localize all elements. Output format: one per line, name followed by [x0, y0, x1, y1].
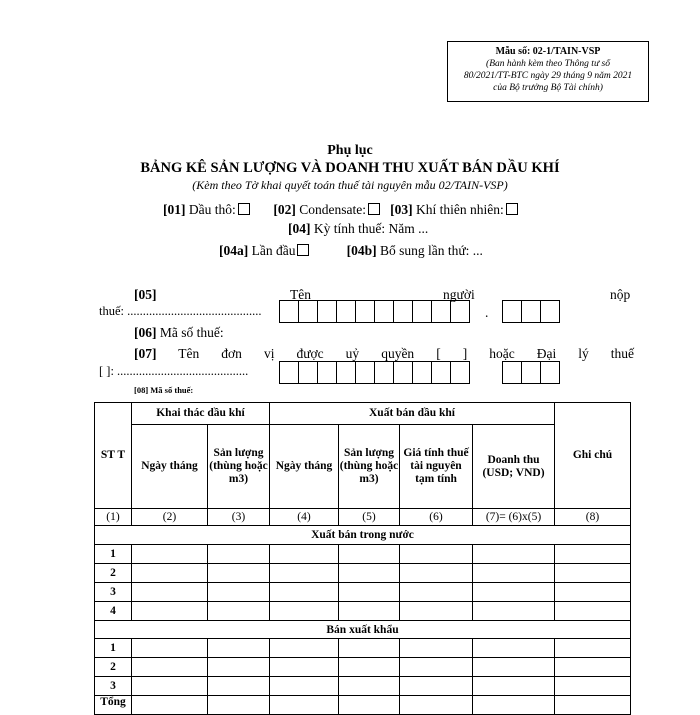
col-number: (6)	[400, 509, 473, 526]
col-number: (3)	[208, 509, 270, 526]
field-04b-label: Bổ sung lần thứ: ...	[379, 243, 483, 258]
form-note-line3: của Bộ trưởng Bộ Tài chính)	[493, 83, 603, 93]
form-note-line2: 80/2021/TT-BTC ngày 29 tháng 9 năm 2021	[463, 71, 633, 81]
appendix-label: Phụ lục	[327, 143, 373, 158]
field-05-word2: người	[443, 287, 475, 302]
total-label: Tổng	[95, 696, 132, 715]
tax-code-boxes-suffix[interactable]	[503, 300, 560, 323]
document-title: BẢNG KÊ SẢN LƯỢNG VÀ DOANH THU XUẤT BÁN DẦU KHÍ	[140, 160, 560, 176]
col-number: (7)= (6)x(5)	[473, 509, 555, 526]
crude-oil-checkbox[interactable]	[238, 203, 250, 215]
field-07-code: [07]	[134, 346, 157, 361]
field-01-code: [01]	[163, 202, 186, 217]
field-04b-code: [04b]	[346, 243, 377, 258]
agent-tax-code-boxes-main[interactable]	[280, 361, 470, 384]
table-row	[95, 545, 631, 564]
col-number: (2)	[132, 509, 208, 526]
col-number: (1)	[95, 509, 132, 526]
field-04a-label: Lần đầu	[251, 243, 296, 258]
document-subtitle: (Kèm theo Tờ khai quyết toán thuế tài nguyên mẫu 02/TAIN-VSP)	[192, 178, 508, 192]
row-number: 3	[95, 677, 132, 696]
field-05-code: [05]	[134, 287, 157, 302]
field-06-line	[134, 325, 224, 341]
production-revenue-table	[94, 402, 631, 715]
section-export-header: Bán xuất khẩu	[95, 621, 631, 639]
total-row	[95, 696, 631, 715]
field-04-label: Kỳ tính thuế: Năm ...	[313, 221, 429, 236]
table-row	[95, 602, 631, 621]
table-row	[95, 677, 631, 696]
condensate-checkbox[interactable]	[368, 203, 380, 215]
field-05-word3: nộp	[610, 287, 631, 302]
col-number: (5)	[339, 509, 400, 526]
section-domestic-header: Xuất bán trong nước	[95, 526, 631, 545]
field-01-label: Dầu thô:	[188, 202, 236, 217]
field-04a-code: [04a]	[219, 243, 249, 258]
field-07-line	[134, 346, 634, 362]
col-sales-date-header: Ngày tháng	[270, 425, 339, 509]
col-stt-header: ST T	[95, 403, 132, 509]
col-number: (4)	[270, 509, 339, 526]
form-code-box	[447, 41, 649, 102]
natural-gas-checkbox[interactable]	[506, 203, 518, 215]
agent-name-line: [ ]: ..........................................	[99, 364, 249, 378]
table-row	[95, 639, 631, 658]
row-number: 2	[95, 658, 132, 677]
col-extraction-date-header: Ngày tháng	[132, 425, 208, 509]
submission-type-line	[219, 243, 483, 259]
field-04-code: [04]	[288, 221, 311, 236]
field-07-text: Tên đơn vị được uỷ quyền [ ] hoặc Đại lý thuế	[178, 346, 634, 361]
tax-period-line	[288, 221, 428, 237]
row-number: 3	[95, 583, 132, 602]
field-06-label: Mã số thuế:	[159, 325, 224, 340]
col-revenue-header: Doanh thu (USD; VND)	[473, 425, 555, 509]
col-sales-volume-header: Sản lượng (thùng hoặc m3)	[339, 425, 400, 509]
field-08-label: [08] Mã số thuế:	[134, 385, 194, 395]
group-extraction-header: Khai thác dầu khí	[132, 403, 270, 425]
group-sales-header: Xuất bán dầu khí	[270, 403, 555, 425]
agent-tax-code-boxes-suffix[interactable]	[503, 361, 560, 384]
field-02-code: [02]	[273, 202, 296, 217]
row-number: 4	[95, 602, 132, 621]
field-03-code: [03]	[390, 202, 413, 217]
field-02-label: Condensate:	[299, 202, 366, 217]
form-code: Mẫu số: 02-1/TAIN-VSP	[495, 46, 601, 57]
col-extraction-volume-header: Sản lượng (thùng hoặc m3)	[208, 425, 270, 509]
table-row	[95, 658, 631, 677]
row-number: 1	[95, 639, 132, 658]
field-06-code: [06]	[134, 325, 157, 340]
field-03-label: Khí thiên nhiên:	[416, 202, 504, 217]
tax-code-separator: .	[485, 305, 489, 320]
row-number: 1	[95, 545, 132, 564]
taxpayer-name-line: thuế: ...........................................	[99, 304, 262, 318]
column-number-row	[95, 509, 631, 526]
field-05-word1: Tên	[290, 287, 311, 302]
table-row	[95, 564, 631, 583]
form-note-line1: (Ban hành kèm theo Thông tư số	[486, 59, 610, 69]
tax-code-boxes-main[interactable]	[280, 300, 470, 323]
col-note-header: Ghi chú	[555, 403, 631, 509]
col-price-header: Giá tính thuế tài nguyên tạm tính	[400, 425, 473, 509]
table-row	[95, 583, 631, 602]
first-time-checkbox[interactable]	[297, 244, 309, 256]
col-number: (8)	[555, 509, 631, 526]
row-number: 2	[95, 564, 132, 583]
product-type-line	[163, 202, 518, 218]
